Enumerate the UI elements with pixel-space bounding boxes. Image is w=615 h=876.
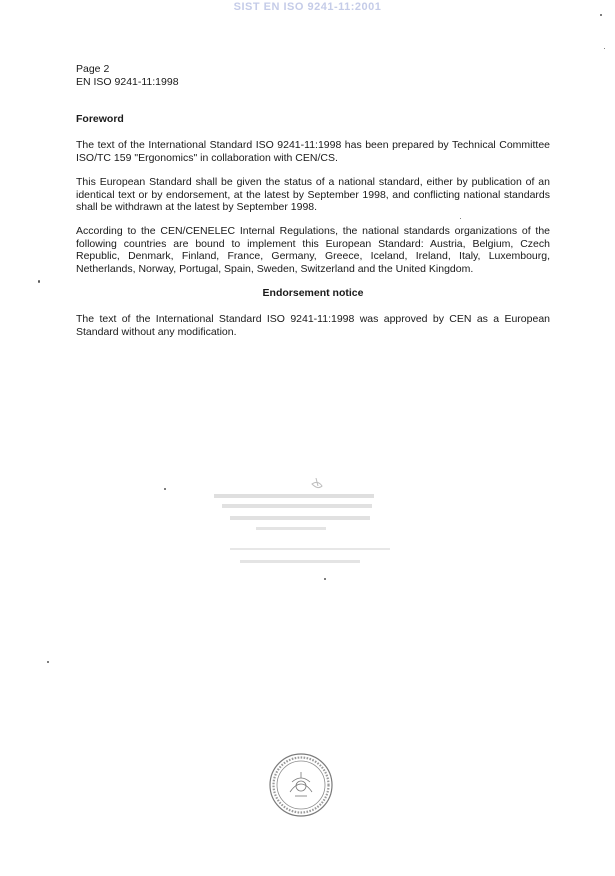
page-header [76,63,179,89]
scan-speck [460,218,461,219]
standard-number: EN ISO 9241-11:1998 [76,76,179,88]
scan-speck [47,661,49,663]
official-seal-image [268,752,334,818]
document-body [76,113,550,350]
document-watermark: SIST EN ISO 9241-11:2001 [233,1,382,13]
foreword-heading: Foreword [76,113,124,125]
scan-speck [164,488,166,490]
foreword-paragraph-2: This European Standard shall be given the status of a national standard, either by publication of an identical text or by endorsement, at the latest by September 1998, and conflicting national standards shall be withdrawn at the latest by September 1998. [76,176,550,214]
endorsement-heading: Endorsement notice [262,287,364,300]
scan-speck [324,578,326,580]
foreword-paragraph-1: The text of the International Standard ISO 9241-11:1998 has been prepared by Technical Committee ISO/TC 159 "Ergonomics" in collaboration with CEN/CS. [76,139,550,164]
scan-speck [38,280,40,283]
page-number: Page 2 [76,63,110,75]
endorsement-paragraph: The text of the International Standard ISO 9241-11:1998 was approved by CEN as a European Standard without any modification. [76,313,550,338]
foreword-paragraph-3: According to the CEN/CENELEC Internal Regulations, the national standards organizations of the following countries are bound to implement this European Standard: Austria, Belgium, Czech Republic, Denmark, Finland, France, Germany, Greece, Iceland, Ireland, Italy, Luxembourg, Netherlands, Norway, Portugal, Spain, Sweden, Switzerland and the United Kingdom. [76,225,550,275]
scan-speck [600,14,602,16]
faded-stamp-image [200,478,400,578]
scan-speck [604,48,605,49]
